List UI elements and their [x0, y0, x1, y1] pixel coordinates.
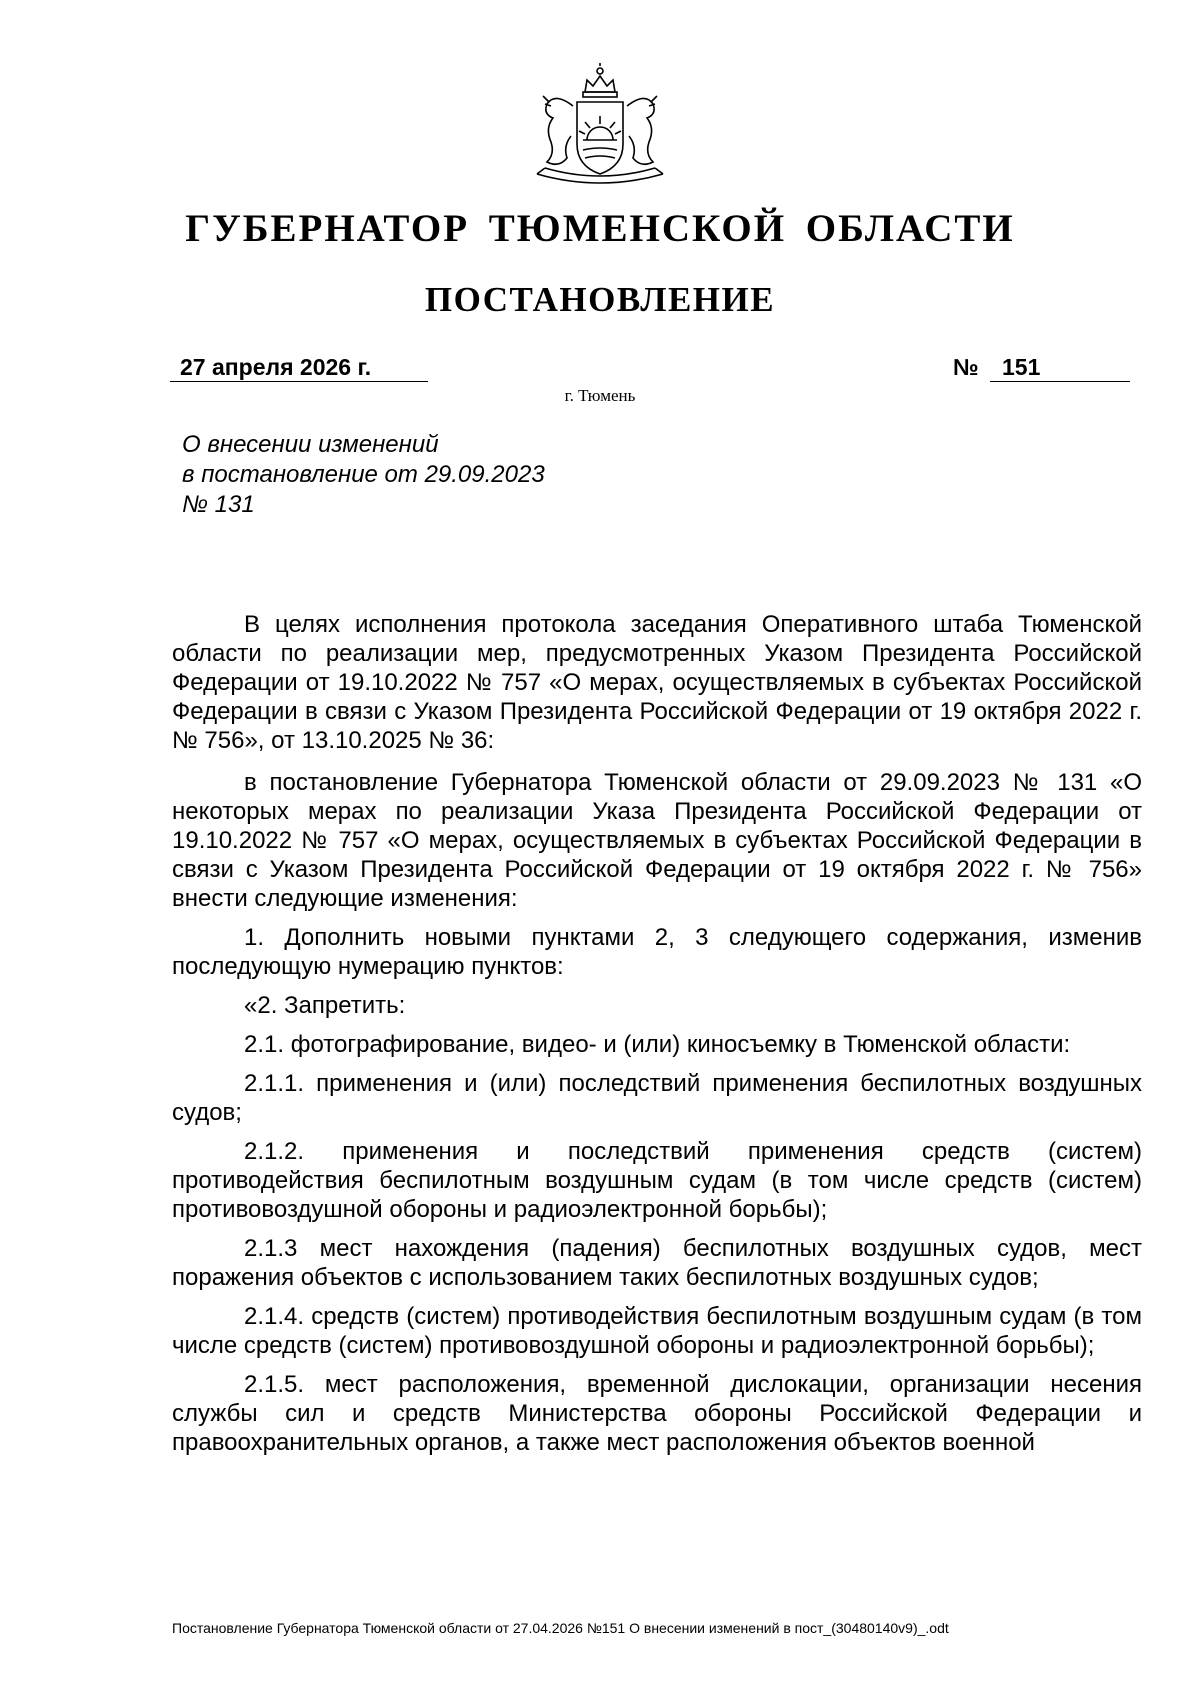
body-paragraph: 2.1.1. применения и (или) последствий применения беспилотных воздушных судов; [172, 1070, 1142, 1126]
body-paragraph: 2.1.3 мест нахождения (падения) беспилотных воздушных судов, мест поражения объектов с использованием таких беспилотных воздушных судов; [172, 1235, 1142, 1291]
body-paragraph: 2.1.2. применения и последствий применения средств (систем) противодействия беспилотным воздушным судам (в том числе средств (систем) противовоздушной обороны и радиоэлектронной борьбы); [172, 1138, 1142, 1223]
subject-line: О внесении изменений [182, 431, 439, 458]
decree-date: 27 апреля 2026 г. [170, 352, 428, 382]
coat-of-arms-icon [515, 62, 685, 194]
body-paragraph: 2.1.4. средств (систем) противодействия беспилотным воздушным судам (в том числе средств (систем) противовоздушной обороны и радиоэлектронной борьбы); [172, 1303, 1142, 1359]
document-footer: Постановление Губернатора Тюменской области от 27.04.2026 №151 О внесении изменений в пост_(30480140v9)_.odt [172, 1620, 949, 1636]
body-paragraph: 2.1.5. мест расположения, временной дислокации, организации несения службы сил и средств Министерства обороны Российской Федерации и правоохранительных органов, а также мест расположения объектов военной [172, 1371, 1142, 1456]
number-sign: № [953, 354, 979, 380]
body-paragraph: 1. Дополнить новыми пунктами 2, 3 следующего содержания, изменив последующую нумерацию пунктов: [172, 924, 1142, 980]
body-paragraph: «2. Запретить: [244, 992, 406, 1019]
decree-number: 151 [990, 352, 1130, 382]
document-type-title: ПОСТАНОВЛЕНИЕ [424, 280, 776, 319]
decree-subject [182, 430, 682, 520]
authority-title: ГУБЕРНАТОР ТЮМЕНСКОЙ ОБЛАСТИ [185, 207, 1015, 250]
body-paragraph: в постановление Губернатора Тюменской области от 29.09.2023 № 131 «О некоторых мерах по реализации Указа Президента Российской Федерации от 19.10.2022 № 757 «О мерах, осуществляемых в субъектах Российской Федерации в связи с Указом Президента Российской Федерации от 19 октября 2022 г. № 756» внести следующие изменения: [172, 769, 1142, 912]
subject-line: № 131 [182, 491, 255, 518]
subject-line: в постановление от 29.09.2023 [182, 461, 545, 488]
decree-body [172, 610, 1142, 1467]
city-label: г. Тюмень [564, 386, 636, 405]
body-paragraph: В целях исполнения протокола заседания Оперативного штаба Тюменской области по реализации мер, предусмотренных Указом Президента Российской Федерации от 19.10.2022 № 757 «О мерах, осуществляемых в субъектах Российской Федерации в связи с Указом Президента Российской Федерации от 19 октября 2022 г. № 756», от 13.10.2025 № 36: [172, 611, 1142, 754]
body-paragraph: 2.1. фотографирование, видео- и (или) киносъемку в Тюменской области: [244, 1031, 1071, 1058]
